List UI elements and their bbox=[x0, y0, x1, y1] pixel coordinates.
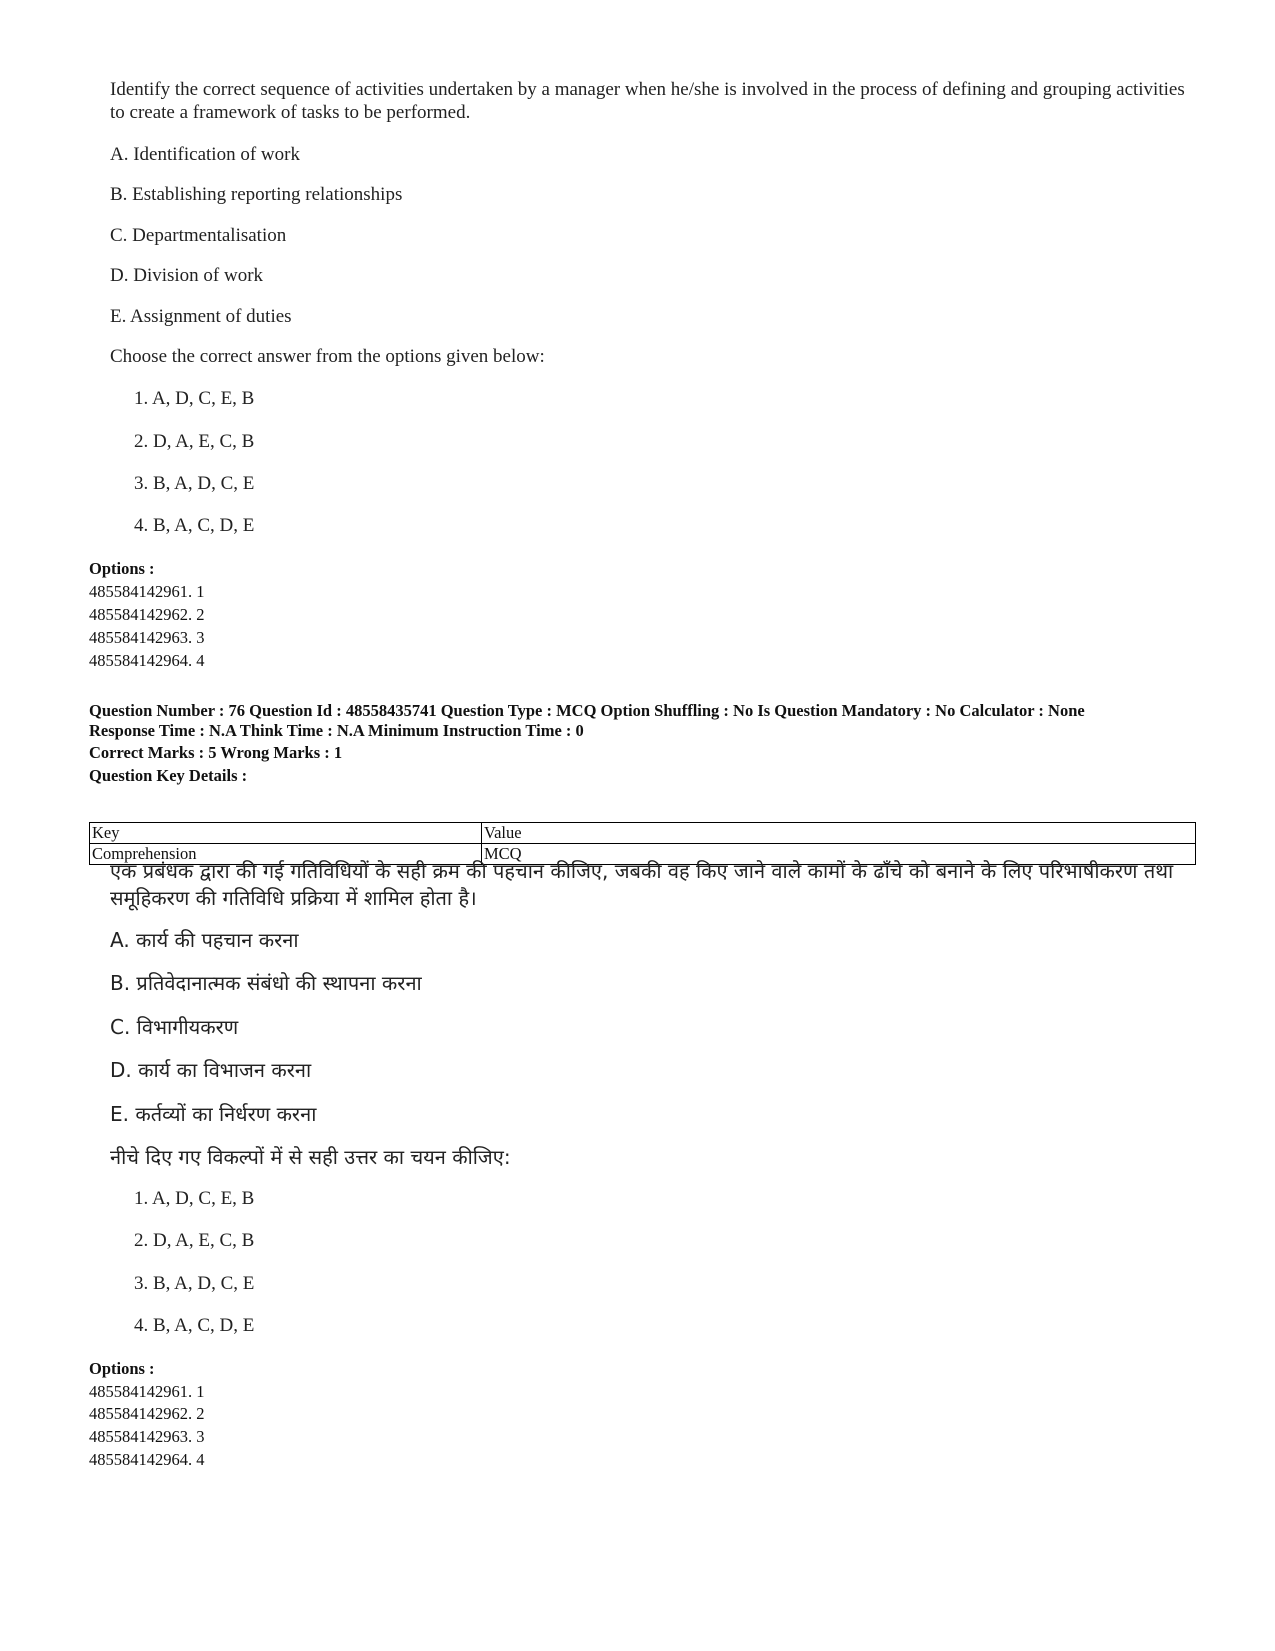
key-details-label: Question Key Details : bbox=[89, 766, 248, 785]
option-id-1: 485584142961. 1 bbox=[89, 582, 205, 601]
question-meta-line2: Response Time : N.A Think Time : N.A Minimum Instruction Time : 0 bbox=[89, 721, 584, 740]
table-header-value: Value bbox=[482, 823, 1196, 844]
statement-b: B. Establishing reporting relationships bbox=[110, 184, 403, 205]
option-id-3: 485584142963. 3 bbox=[89, 628, 205, 647]
table-header-key: Key bbox=[90, 823, 482, 844]
statement-b-hindi: B. प्रतिवेदानात्मक संबंधो की स्थापना करना bbox=[110, 971, 422, 995]
choice-3: 3. B, A, D, C, E bbox=[134, 473, 255, 494]
option-id-2: 485584142962. 2 bbox=[89, 605, 205, 624]
options-label: Options : bbox=[89, 1359, 155, 1378]
choice-2: 2. D, A, E, C, B bbox=[134, 1230, 255, 1251]
statement-a-hindi: A. कार्य की पहचान करना bbox=[110, 928, 299, 952]
statement-e-hindi: E. कर्तव्यों का निर्धरण करना bbox=[110, 1102, 317, 1126]
question-text: Identify the correct sequence of activities undertaken by a manager when he/she is involved in the process of defining and grouping activities to create a framework of tasks to be performed. bbox=[110, 79, 1185, 123]
choice-4: 4. B, A, C, D, E bbox=[134, 1315, 255, 1336]
option-id-1: 485584142961. 1 bbox=[89, 1382, 205, 1401]
statement-e: E. Assignment of duties bbox=[110, 306, 292, 327]
statement-c: C. Departmentalisation bbox=[110, 225, 287, 246]
option-id-3: 485584142963. 3 bbox=[89, 1427, 205, 1446]
table-cell-key: Comprehension bbox=[90, 844, 482, 865]
statement-a: A. Identification of work bbox=[110, 144, 300, 165]
instruction-text: Choose the correct answer from the options given below: bbox=[110, 346, 545, 367]
question-text-hindi: एक प्रबंधक द्वारा की गई गतिविधियों के सही क्रम की पहचान कीजिए, जबकी वह किए जाने वाले कामों के ढाँचे को बनाने के लिए परिभाषीकरण तथा समूहिकरण की गतिविधि प्रक्रिया में शामिल होता है। bbox=[110, 859, 1174, 910]
marks-line: Correct Marks : 5 Wrong Marks : 1 bbox=[89, 743, 343, 762]
instruction-text-hindi: नीचे दिए गए विकल्पों में से सही उत्तर का चयन कीजिए: bbox=[110, 1145, 511, 1169]
statement-d: D. Division of work bbox=[110, 265, 264, 286]
choice-3: 3. B, A, D, C, E bbox=[134, 1273, 255, 1294]
choice-1: 1. A, D, C, E, B bbox=[134, 1188, 255, 1209]
choice-4: 4. B, A, C, D, E bbox=[134, 515, 255, 536]
statement-c-hindi: C. विभागीयकरण bbox=[110, 1015, 239, 1039]
options-label: Options : bbox=[89, 559, 155, 578]
option-id-4: 485584142964. 4 bbox=[89, 651, 205, 670]
table-header-row bbox=[90, 823, 1196, 844]
choice-2: 2. D, A, E, C, B bbox=[134, 431, 255, 452]
option-id-4: 485584142964. 4 bbox=[89, 1450, 205, 1469]
choice-1: 1. A, D, C, E, B bbox=[134, 388, 255, 409]
statement-d-hindi: D. कार्य का विभाजन करना bbox=[110, 1058, 312, 1082]
option-id-2: 485584142962. 2 bbox=[89, 1404, 205, 1423]
question-meta-line1: Question Number : 76 Question Id : 48558435741 Question Type : MCQ Option Shuffling : No Is Question Mandatory : No Calculator : None bbox=[89, 701, 1085, 720]
table-cell-value: MCQ bbox=[482, 844, 1196, 865]
